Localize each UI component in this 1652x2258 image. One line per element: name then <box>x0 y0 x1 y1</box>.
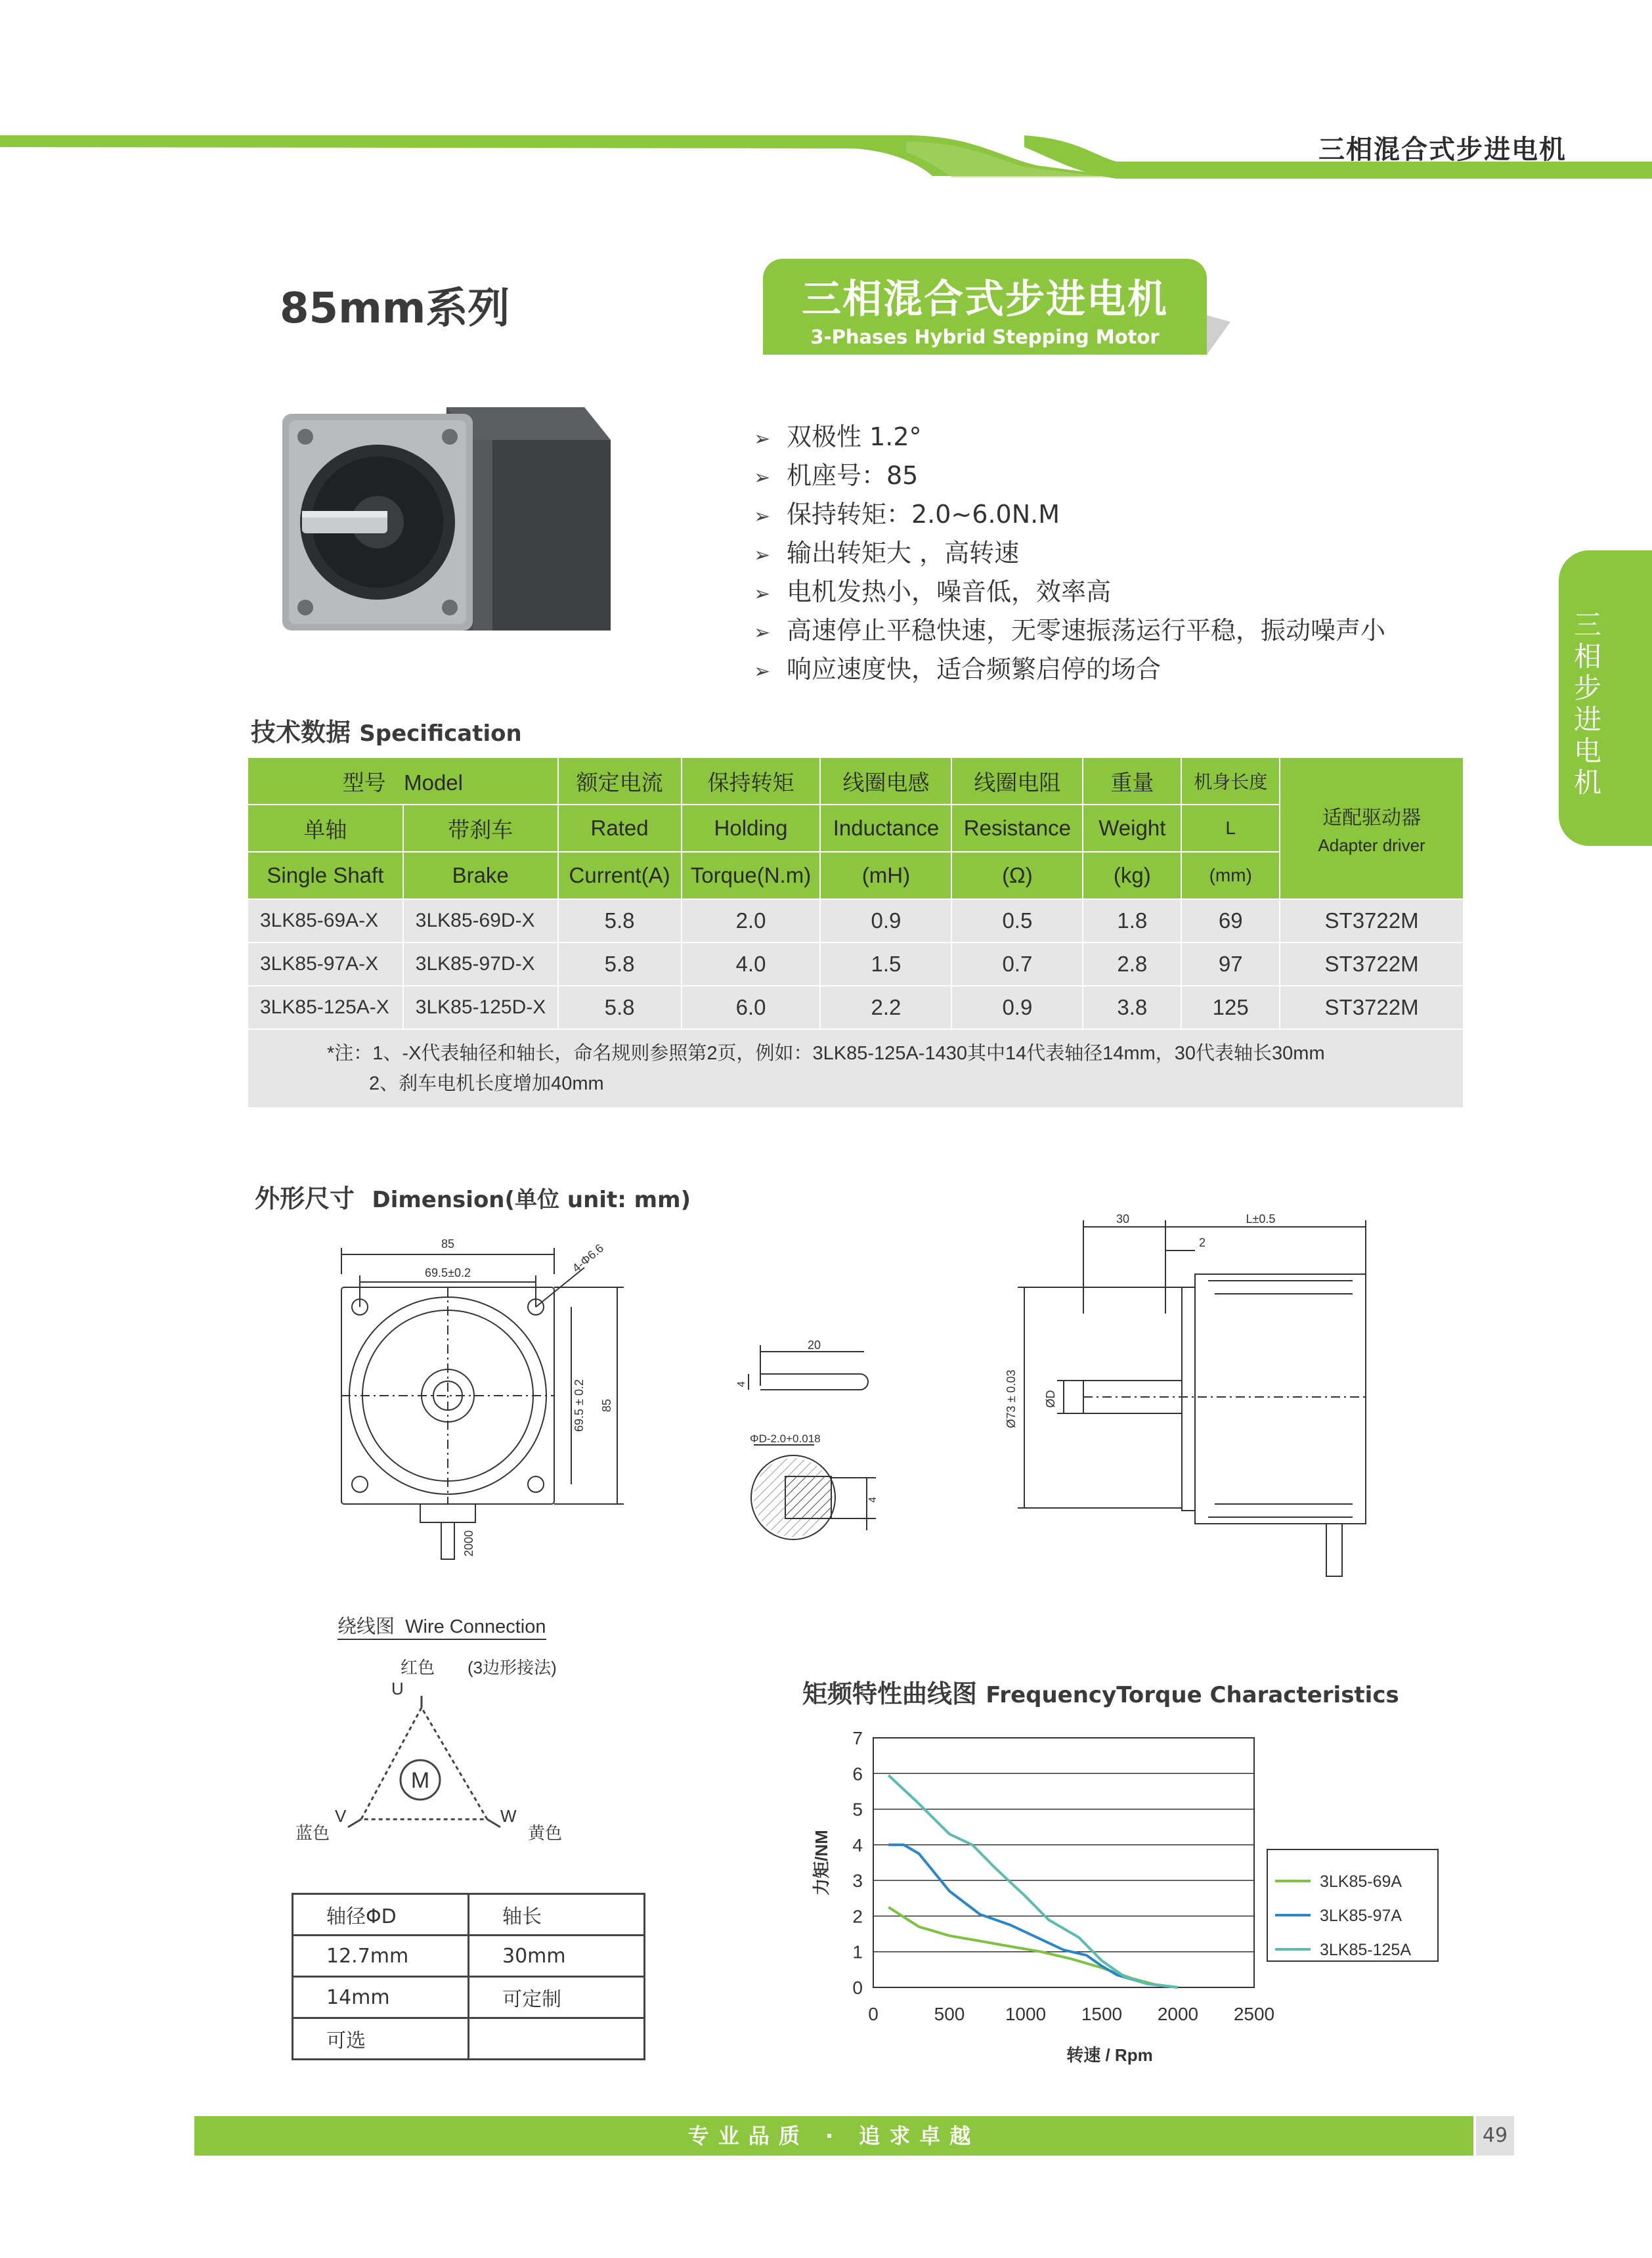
feature-item: ➢ 输出转矩大 ，高转速 <box>754 534 1385 573</box>
legend-label: 3LK85-97A <box>1320 1907 1402 1925</box>
table-row: 3LK85-97A-X 3LK85-97D-X 5.8 4.0 1.5 0.7 2.8 97 ST3722M <box>248 942 1464 986</box>
header-category: 三相混合式步进电机 <box>1318 135 1567 165</box>
svg-text:4: 4 <box>736 1381 747 1387</box>
wire-title: 绕线图 Wire Connection <box>337 1612 546 1640</box>
wire-diagram <box>282 1649 584 1852</box>
header-resistance: 线圈电阻 <box>951 758 1083 805</box>
svg-text:W: W <box>500 1806 517 1826</box>
header-single-en: Single Shaft <box>248 852 403 899</box>
header-weight: 重量 <box>1083 758 1181 805</box>
svg-text:黄色: 黄色 <box>528 1823 563 1843</box>
arrow-icon: ➢ <box>754 583 771 606</box>
header-inductance-unit: (mH) <box>820 852 951 899</box>
svg-text:ØD: ØD <box>1044 1390 1057 1408</box>
table-note: *注：1、-X代表轴径和轴长，命名规则参照第2页，例如：3LK85-125A-1430其中14代表轴径14mm，30代表轴长30mm 2、刹车电机长度增加40mm <box>248 1029 1464 1108</box>
y-tick-label: 4 <box>852 1834 863 1855</box>
header-brake-en: Brake <box>403 852 558 899</box>
spec-table <box>248 758 1464 1109</box>
svg-text:30: 30 <box>1116 1212 1130 1226</box>
y-axis-label: 力矩/NM <box>812 1830 831 1895</box>
svg-text:2: 2 <box>1199 1236 1206 1249</box>
front-view-drawing <box>328 1235 630 1589</box>
arrow-icon: ➢ <box>754 621 771 644</box>
footer-slogan: 专业品质 · 追求卓越 <box>687 2123 980 2148</box>
y-tick-label: 2 <box>852 1906 863 1927</box>
svg-text:85: 85 <box>600 1398 613 1413</box>
header-torque-unit: Torque(N.m) <box>682 852 821 899</box>
side-tab-label: 三相步进电机 <box>1573 609 1601 799</box>
feature-item: ➢ 保持转矩：2.0~6.0N.M <box>754 495 1385 534</box>
side-tab <box>1559 550 1652 846</box>
header-torque-en: Holding <box>682 805 821 852</box>
x-axis-label: 转速 / Rpm <box>1066 2045 1153 2065</box>
arrow-icon: ➢ <box>754 544 771 567</box>
svg-text:(3边形接法): (3边形接法) <box>467 1658 557 1677</box>
header-single: 单轴 <box>248 805 403 852</box>
header-length-unit: (mm) <box>1181 852 1280 899</box>
x-tick-label: 500 <box>934 2004 965 2024</box>
header-brake: 带刹车 <box>403 805 558 852</box>
x-tick-label: 2000 <box>1157 2004 1199 2024</box>
svg-text:69.5 ± 0.2: 69.5 ± 0.2 <box>573 1379 586 1432</box>
shaft-key-drawing <box>735 1333 893 1570</box>
header-current: 额定电流 <box>558 758 682 805</box>
side-view-drawing <box>998 1208 1379 1589</box>
title-cn: 三相混合式步进电机 <box>802 277 1168 322</box>
header-current-unit: Current(A) <box>558 852 682 899</box>
table-row: 3LK85-125A-X 3LK85-125D-X 5.8 6.0 2.2 0.9 3.8 125 ST3722M <box>248 986 1464 1029</box>
y-tick-label: 3 <box>852 1871 863 1892</box>
legend-label: 3LK85-69A <box>1320 1872 1402 1891</box>
svg-text:4: 4 <box>867 1497 879 1503</box>
motor-image <box>276 401 617 637</box>
title-en: 3-Phases Hybrid Stepping Motor <box>810 326 1160 348</box>
svg-text:M: M <box>410 1768 430 1793</box>
x-tick-label: 0 <box>868 2004 879 2024</box>
header-weight-unit: (kg) <box>1083 852 1181 899</box>
svg-text:V: V <box>335 1806 347 1826</box>
svg-text:Ø73 ± 0.03: Ø73 ± 0.03 <box>1005 1369 1018 1428</box>
svg-text:ΦD-2.0+0.018: ΦD-2.0+0.018 <box>750 1432 821 1445</box>
feature-item: ➢ 双极性 1.2° <box>754 418 1385 456</box>
header-model: 型号 Model <box>248 758 558 805</box>
header-length-en: L <box>1181 805 1280 852</box>
y-tick-label: 5 <box>852 1799 863 1820</box>
header-weight-en: Weight <box>1083 805 1181 852</box>
svg-text:4-Φ6.6: 4-Φ6.6 <box>569 1241 607 1275</box>
x-tick-label: 1000 <box>1005 2004 1047 2024</box>
title-banner <box>763 259 1207 355</box>
y-tick-label: 7 <box>852 1728 863 1748</box>
shaft-options-table: 轴径ΦD 轴长 12.7mm 30mm 14mm 可定制 可选 <box>292 1893 645 2060</box>
torque-chart <box>794 1714 1477 2095</box>
svg-text:蓝色: 蓝色 <box>295 1823 330 1843</box>
arrow-icon: ➢ <box>754 466 771 489</box>
dimension-heading: 外形尺寸 Dimension(单位 unit: mm) <box>255 1184 691 1213</box>
feature-item: ➢ 电机发热小，噪音低，效率高 <box>754 573 1385 611</box>
spec-heading: 技术数据 Specification <box>251 718 522 747</box>
svg-text:85: 85 <box>441 1237 455 1251</box>
feature-item: ➢ 高速停止平稳快速，无零速振荡运行平稳，振动噪声小 <box>754 611 1385 650</box>
chart-title: 矩频特性曲线图 FrequencyTorque Characteristics <box>802 1679 1399 1708</box>
x-tick-label: 2500 <box>1233 2004 1275 2024</box>
y-tick-label: 0 <box>852 1978 863 1998</box>
svg-text:69.5±0.2: 69.5±0.2 <box>425 1266 471 1279</box>
arrow-icon: ➢ <box>754 660 771 683</box>
svg-text:20: 20 <box>807 1339 821 1352</box>
svg-text:2000: 2000 <box>462 1530 475 1557</box>
header-inductance: 线圈电感 <box>820 758 951 805</box>
y-tick-label: 1 <box>852 1941 863 1962</box>
svg-text:红色: 红色 <box>401 1658 435 1677</box>
header-inductance-en: Inductance <box>820 805 951 852</box>
arrow-icon: ➢ <box>754 505 771 528</box>
title-banner-shadow <box>1207 315 1233 355</box>
page-number: 49 <box>1476 2116 1514 2156</box>
feature-list <box>754 418 1385 689</box>
feature-item: ➢ 机座号：85 <box>754 456 1385 495</box>
header-driver: 适配驱动器 Adapter driver <box>1280 758 1464 899</box>
header-resistance-unit: (Ω) <box>951 852 1083 899</box>
legend-label: 3LK85-125A <box>1320 1941 1412 1959</box>
header-torque: 保持转矩 <box>682 758 821 805</box>
y-tick-label: 6 <box>852 1763 863 1784</box>
svg-text:U: U <box>391 1679 404 1698</box>
arrow-icon: ➢ <box>754 428 771 451</box>
table-row: 3LK85-69A-X 3LK85-69D-X 5.8 2.0 0.9 0.5 1.8 69 ST3722M <box>248 899 1464 942</box>
header-length: 机身长度 <box>1181 758 1280 805</box>
header-resistance-en: Resistance <box>951 805 1083 852</box>
x-tick-label: 1500 <box>1081 2004 1123 2024</box>
svg-text:L±0.5: L±0.5 <box>1246 1212 1276 1226</box>
series-title: 85mm系列 <box>280 284 510 333</box>
feature-item: ➢ 响应速度快，适合频繁启停的场合 <box>754 650 1385 689</box>
header-current-en: Rated <box>558 805 682 852</box>
